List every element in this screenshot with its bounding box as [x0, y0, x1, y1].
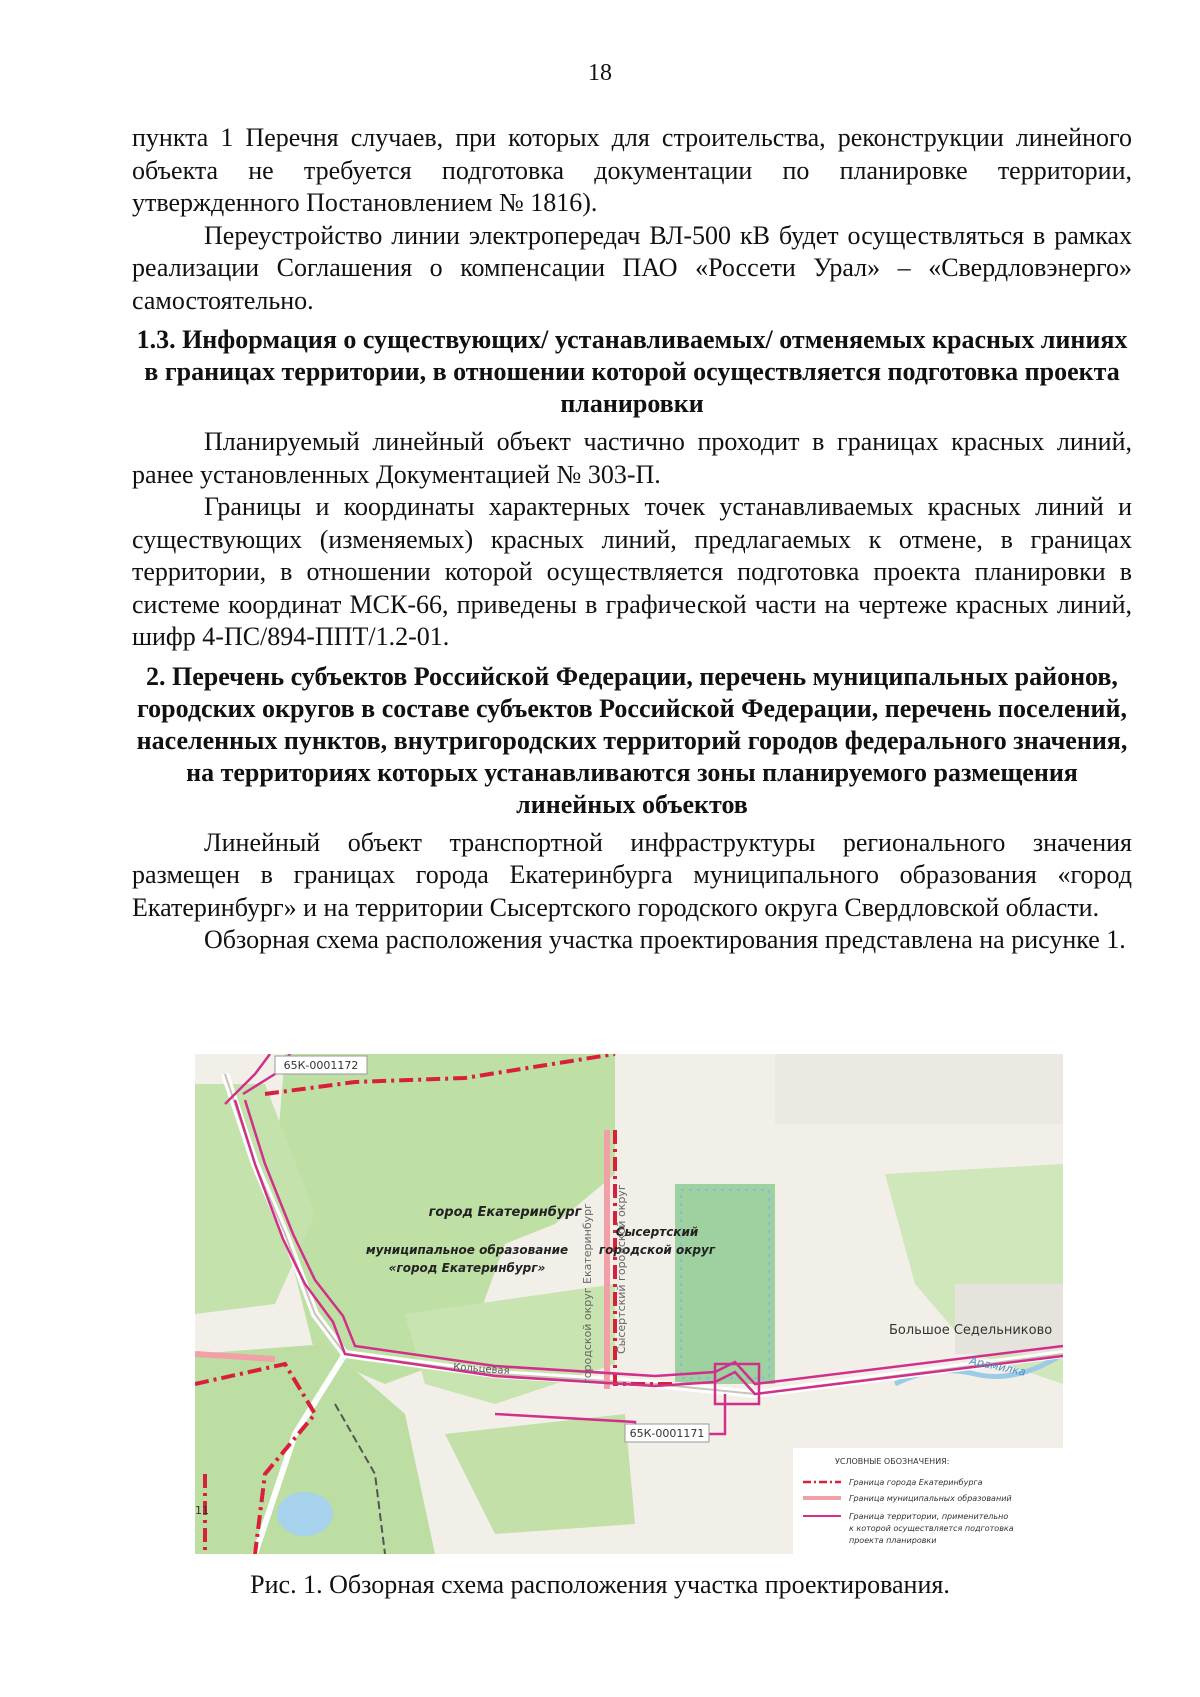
lake: [277, 1492, 333, 1536]
body-text: [132, 122, 1132, 957]
village-area: [955, 1284, 1063, 1354]
legend-item-3-line-1: Граница территории, применительно: [849, 1512, 1009, 1521]
city-label: город Екатеринбург: [428, 1205, 582, 1220]
boundary-label-2: Сысертский городской округ: [615, 1184, 628, 1354]
legend-item-3-line-2: к которой осуществляется подготовка: [849, 1524, 1014, 1533]
boundary-label-1: городской округ Екатеринбург: [581, 1203, 594, 1384]
district-label-line-2: городской округ: [598, 1243, 716, 1257]
legend-item-3-line-3: проекта планировки: [849, 1536, 937, 1545]
heading-2: 2. Перечень субъектов Российской Федерации, перечень муниципальных районов, городских округов в составе субъектов Российской Федерации, перечень поселений, населенных пунктов, внутригородских территорий городов федерального значения, на территориях которых устанавливаются зоны планируемого размещения линейных объектов: [136, 661, 1128, 819]
road-small-label: Кольцевая: [452, 1362, 510, 1377]
road-label-top: 65К-0001172: [283, 1059, 359, 1072]
heading-1-3: 1.3. Информация о существующих/ устанавливаемых/ отменяемых красных линиях в границах территории, в отношении которой осуществляется подготовка проекта планировки: [136, 325, 1128, 418]
edge-label: 11: [195, 1504, 209, 1517]
legend-item-1: Граница города Екатеринбурга: [849, 1478, 983, 1487]
paragraph-1: пункта 1 Перечня случаев, при которых для строительства, реконструкции линейного объекта не требуется подготовка документации по планировке территории, утвержденного Постановлением № 1816).: [132, 123, 1132, 217]
legend-title: УСЛОВНЫЕ ОБОЗНАЧЕНИЯ:: [835, 1457, 950, 1466]
urban-area: [775, 1054, 1063, 1124]
river-label: Арамилка: [968, 1354, 1027, 1379]
paragraph-5: Линейный объект транспортной инфраструктуры регионального значения размещен в границах города Екатеринбурга муниципального образования «город Екатеринбург» и на территории Сысертского городского округа Свердловской области.: [132, 827, 1132, 922]
overview-map-svg: [195, 1054, 1063, 1554]
municipality-label-line-2: «город Екатеринбург»: [388, 1261, 546, 1275]
map-legend: [793, 1448, 1063, 1554]
district-label-line-1: Сысертский: [615, 1225, 699, 1239]
paragraph-3: Планируемый линейный объект частично проходит в границах красных линий, ранее установленных Документацией № 303-П.: [132, 427, 1132, 489]
figure-caption: Рис. 1. Обзорная схема расположения участка проектирования.: [250, 1570, 950, 1599]
municipality-label-line-1: муниципальное образование: [365, 1243, 569, 1257]
swamp-area: [675, 1184, 775, 1384]
road-label-bottom: 65К-0001171: [629, 1427, 705, 1440]
paragraph-4: Границы и координаты характерных точек устанавливаемых красных линий и существующих (изменяемых) красных линий, предлагаемых к отмене, в границах территории, в отношении которой осуществляется подготовка проекта планировки в системе координат МСК-66, приведены в графической части на чертеже красных линий, шифр 4-ПС/894-ППТ/1.2-01.: [132, 492, 1132, 651]
overview-map: [195, 1054, 1063, 1554]
legend-item-2: Граница муниципальных образований: [849, 1494, 1012, 1503]
paragraph-6: Обзорная схема расположения участка проектирования представлена на рисунке 1.: [204, 925, 1126, 954]
village-label: Большое Седельниково: [889, 1323, 1053, 1338]
paragraph-2: Переустройство линии электропередач ВЛ-500 кВ будет осуществляться в рамках реализации Соглашения о компенсации ПАО «Россети Урал» – «Свердловэнерго» самостоятельно.: [132, 220, 1132, 315]
page-number: 18: [588, 60, 612, 86]
